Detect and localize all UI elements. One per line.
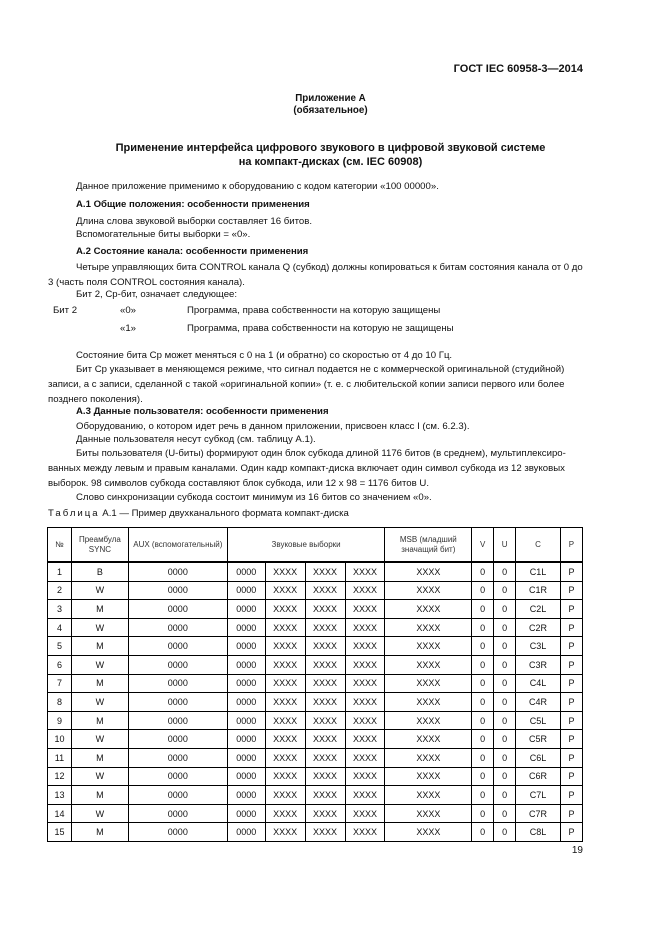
table-cell: 0000: [227, 581, 265, 600]
table-cell: P: [560, 581, 582, 600]
a3-paragraph-1: Оборудованию, о котором идет речь в данном приложении, присвоен класс I (см. 6.2.3).: [76, 421, 470, 432]
table-cell: 0000: [128, 581, 227, 600]
table-cell: 0: [494, 655, 516, 674]
table-cell: 11: [48, 748, 72, 767]
table-cell: M: [71, 600, 128, 619]
table-cell: 0000: [128, 600, 227, 619]
a3-heading: А.3 Данные пользователя: особенности применения: [76, 406, 329, 417]
table-cell: 2: [48, 581, 72, 600]
table-cell: XXXX: [345, 693, 385, 712]
table-cell: 0000: [128, 674, 227, 693]
table-cell: 13: [48, 786, 72, 805]
table-cell: 0: [472, 581, 494, 600]
table-row: [48, 786, 583, 805]
table-cell: 0000: [128, 804, 227, 823]
a3-paragraph-4: Слово синхронизации субкода состоит минимум из 16 битов со значением «0».: [76, 492, 432, 503]
table-cell: 3: [48, 600, 72, 619]
table-cell: XXXX: [265, 562, 305, 581]
table-cell: 0000: [227, 655, 265, 674]
table-cell: 10: [48, 730, 72, 749]
table-cell: 6: [48, 655, 72, 674]
subcode-format-table: [47, 527, 583, 842]
table-cell: M: [71, 786, 128, 805]
table-cell: XXXX: [305, 823, 345, 842]
a3-paragraph-2: Данные пользователя несут субкод (см. таблицу А.1).: [76, 434, 316, 445]
table-cell: 1: [48, 562, 72, 581]
table-cell: W: [71, 767, 128, 786]
table-cell: XXXX: [265, 804, 305, 823]
table-cell: 0000: [128, 767, 227, 786]
table-row: [48, 655, 583, 674]
table-cell: C7L: [516, 786, 561, 805]
table-cell: 0: [472, 693, 494, 712]
table-row: [48, 562, 583, 581]
table-cell: P: [560, 786, 582, 805]
table-cell: XXXX: [385, 786, 472, 805]
table-cell: XXXX: [265, 823, 305, 842]
table-cell: XXXX: [345, 618, 385, 637]
table-cell: M: [71, 711, 128, 730]
table-cell: XXXX: [305, 748, 345, 767]
table-cell: 14: [48, 804, 72, 823]
header-aux: AUX (вспомогательный): [128, 528, 227, 563]
table-row: [48, 823, 583, 842]
table-cell: 5: [48, 637, 72, 656]
table-cell: 0: [494, 693, 516, 712]
table-cell: XXXX: [345, 581, 385, 600]
table-cell: XXXX: [345, 674, 385, 693]
table-cell: 0: [494, 674, 516, 693]
bit-meaning-0: Программа, права собственности на которую защищены: [187, 305, 441, 316]
table-cell: 0: [472, 562, 494, 581]
a2-paragraph-3: Состояние бита Ср может меняться с 0 на 1 (и обратно) со скоростью от 4 до 10 Гц.: [76, 350, 453, 361]
table-cell: 9: [48, 711, 72, 730]
header-p: P: [560, 528, 582, 563]
table-cell: 0: [494, 823, 516, 842]
table-cell: M: [71, 674, 128, 693]
table-caption: [48, 508, 349, 519]
table-cell: 0: [494, 730, 516, 749]
bit-meaning-1: Программа, права собственности на которую не защищены: [187, 323, 454, 334]
header-sync: Преамбула SYNC: [71, 528, 128, 563]
table-cell: P: [560, 711, 582, 730]
a1-line-1: Длина слова звуковой выборки составляет 16 битов.: [76, 216, 313, 227]
table-cell: W: [71, 655, 128, 674]
table-cell: 0: [472, 767, 494, 786]
table-cell: 0000: [227, 600, 265, 619]
table-cell: 0000: [128, 562, 227, 581]
table-cell: 0000: [227, 823, 265, 842]
table-row: [48, 618, 583, 637]
table-cell: W: [71, 730, 128, 749]
a2-paragraph-1: Четыре управляющих бита CONTROL канала Q (субкод) должны копироваться к битам состояния канала от 0 до 3 (часть поля CONTROL состояния канала).: [48, 262, 583, 289]
table-cell: XXXX: [305, 618, 345, 637]
table-cell: W: [71, 618, 128, 637]
table-cell: XXXX: [385, 767, 472, 786]
table-cell: C7R: [516, 804, 561, 823]
table-cell: XXXX: [385, 600, 472, 619]
appendix-title: Приложение А: [295, 93, 366, 104]
table-cell: 0: [472, 730, 494, 749]
table-cell: XXXX: [265, 711, 305, 730]
header-number: №: [48, 528, 72, 563]
table-row: [48, 748, 583, 767]
table-cell: 0: [494, 711, 516, 730]
table-cell: 0: [472, 823, 494, 842]
table-cell: P: [560, 637, 582, 656]
table-cell: 0: [494, 767, 516, 786]
table-cell: 0: [494, 748, 516, 767]
table-cell: P: [560, 767, 582, 786]
table-cell: XXXX: [305, 767, 345, 786]
table-cell: 0: [494, 581, 516, 600]
table-cell: 12: [48, 767, 72, 786]
table-cell: XXXX: [385, 562, 472, 581]
table-cell: C5L: [516, 711, 561, 730]
table-cell: 0000: [128, 693, 227, 712]
bit-value-0: «0»: [120, 305, 137, 316]
table-cell: XXXX: [345, 767, 385, 786]
a3-paragraph-3: Биты пользователя (U-биты) формируют один блок субкода длиной 1176 битов (в среднем), мультиплексированных между левым и правым каналами. Один кадр компакт-диска включает один символ субкода из 12 звуковых выборок. 98 символов субкода составляют блок субкода, или 12 x 98 = 1176 битов U.: [48, 448, 566, 490]
table-cell: XXXX: [265, 600, 305, 619]
table-cell: 0: [472, 637, 494, 656]
table-cell: C2L: [516, 600, 561, 619]
table-cell: XXXX: [385, 581, 472, 600]
table-cell: C1L: [516, 562, 561, 581]
table-cell: 0000: [128, 786, 227, 805]
table-row: [48, 674, 583, 693]
table-cell: 0: [472, 618, 494, 637]
table-cell: XXXX: [345, 637, 385, 656]
a2-heading: А.2 Состояние канала: особенности применения: [76, 246, 309, 257]
table-cell: XXXX: [265, 693, 305, 712]
table-cell: W: [71, 804, 128, 823]
table-row: [48, 767, 583, 786]
table-cell: W: [71, 581, 128, 600]
table-cell: XXXX: [345, 804, 385, 823]
table-cell: M: [71, 823, 128, 842]
table-cell: XXXX: [385, 693, 472, 712]
table-cell: 0000: [227, 804, 265, 823]
doc-title-line-1: Применение интерфейса цифрового звукового в цифровой звуковой системе: [115, 142, 546, 154]
intro-text: Данное приложение применимо к оборудованию с кодом категории «100 00000».: [76, 181, 439, 192]
table-cell: C8L: [516, 823, 561, 842]
bit-label: Бит 2: [53, 305, 78, 316]
table-cell: P: [560, 693, 582, 712]
table-cell: XXXX: [305, 562, 345, 581]
table-cell: 0: [472, 786, 494, 805]
table-cell: XXXX: [345, 748, 385, 767]
table-row: [48, 693, 583, 712]
table-cell: XXXX: [345, 655, 385, 674]
table-cell: XXXX: [345, 823, 385, 842]
table-cell: 0000: [227, 711, 265, 730]
table-cell: XXXX: [305, 600, 345, 619]
table-cell: 0000: [227, 730, 265, 749]
table-cell: 0000: [128, 823, 227, 842]
table-cell: 0000: [227, 637, 265, 656]
table-cell: XXXX: [385, 823, 472, 842]
table-cell: XXXX: [305, 804, 345, 823]
page-number: 19: [571, 845, 583, 856]
doc-title-line-2: на компакт-дисках (см. IEC 60908): [238, 156, 423, 168]
table-caption-text: А.1 — Пример двухканального формата компакт-диска: [99, 508, 349, 519]
table-cell: XXXX: [305, 637, 345, 656]
table-cell: XXXX: [305, 786, 345, 805]
table-cell: XXXX: [305, 581, 345, 600]
header-v: V: [472, 528, 494, 563]
table-cell: P: [560, 730, 582, 749]
a1-heading: А.1 Общие положения: особенности применения: [76, 199, 310, 210]
table-cell: C5R: [516, 730, 561, 749]
table-cell: XXXX: [265, 786, 305, 805]
table-cell: 0: [494, 600, 516, 619]
table-cell: P: [560, 823, 582, 842]
table-cell: 4: [48, 618, 72, 637]
table-cell: P: [560, 600, 582, 619]
table-cell: 15: [48, 823, 72, 842]
table-row: [48, 804, 583, 823]
table-cell: XXXX: [385, 748, 472, 767]
a2-paragraph-4: Бит Ср указывает в меняющемся режиме, что сигнал подается не с коммерческой оригинальной (студийной) записи, а с записи, сделанной с такой «оригинальной копии» (т. е. с любительской копии записи первого или более позднего поколения).: [48, 364, 565, 406]
table-cell: XXXX: [345, 562, 385, 581]
table-cell: 0: [494, 637, 516, 656]
table-cell: B: [71, 562, 128, 581]
table-cell: P: [560, 674, 582, 693]
table-cell: 0000: [128, 637, 227, 656]
table-cell: XXXX: [265, 767, 305, 786]
table-row: [48, 730, 583, 749]
table-cell: C3R: [516, 655, 561, 674]
table-cell: 0000: [227, 562, 265, 581]
table-cell: 0: [494, 562, 516, 581]
table-cell: 0000: [128, 730, 227, 749]
table-cell: XXXX: [265, 637, 305, 656]
table-caption-prefix: Таблица: [48, 508, 100, 519]
table-cell: P: [560, 655, 582, 674]
header-u: U: [494, 528, 516, 563]
table-cell: 0: [494, 786, 516, 805]
table-row: [48, 711, 583, 730]
table-cell: XXXX: [265, 618, 305, 637]
table-cell: 0: [494, 618, 516, 637]
table-cell: 0000: [128, 711, 227, 730]
table-cell: XXXX: [305, 730, 345, 749]
table-cell: 0: [472, 804, 494, 823]
a2-paragraph-2: Бит 2, Ср-бит, означает следующее:: [76, 289, 238, 300]
table-cell: XXXX: [345, 600, 385, 619]
table-cell: XXXX: [305, 711, 345, 730]
table-cell: XXXX: [345, 730, 385, 749]
table-cell: C6R: [516, 767, 561, 786]
bit-value-1: «1»: [120, 323, 137, 334]
table-cell: P: [560, 562, 582, 581]
table-cell: XXXX: [385, 804, 472, 823]
table-cell: 0000: [128, 618, 227, 637]
table-cell: 0: [472, 655, 494, 674]
table-cell: XXXX: [385, 711, 472, 730]
table-cell: XXXX: [385, 618, 472, 637]
table-cell: 0000: [227, 674, 265, 693]
header-c: C: [516, 528, 561, 563]
table-cell: XXXX: [265, 674, 305, 693]
table-cell: XXXX: [305, 693, 345, 712]
table-cell: XXXX: [265, 581, 305, 600]
table-cell: 7: [48, 674, 72, 693]
table-cell: C1R: [516, 581, 561, 600]
table-cell: XXXX: [265, 655, 305, 674]
table-cell: C2R: [516, 618, 561, 637]
table-cell: C6L: [516, 748, 561, 767]
table-cell: P: [560, 748, 582, 767]
table-cell: XXXX: [385, 637, 472, 656]
table-cell: C3L: [516, 637, 561, 656]
table-cell: XXXX: [305, 674, 345, 693]
a1-line-2: Вспомогательные биты выборки = «0».: [76, 229, 251, 240]
table-cell: P: [560, 804, 582, 823]
table-cell: XXXX: [345, 786, 385, 805]
table-cell: M: [71, 748, 128, 767]
appendix-subtitle: (обязательное): [293, 105, 368, 116]
table-cell: 0: [494, 804, 516, 823]
table-cell: XXXX: [385, 674, 472, 693]
table-cell: XXXX: [385, 730, 472, 749]
table-header-row: [48, 528, 583, 563]
table-cell: C4R: [516, 693, 561, 712]
table-cell: 0000: [128, 655, 227, 674]
table-cell: 0: [472, 711, 494, 730]
table-row: [48, 637, 583, 656]
table-cell: 0000: [227, 693, 265, 712]
table-cell: P: [560, 618, 582, 637]
header-samples: Звуковые выборки: [227, 528, 385, 563]
table-cell: W: [71, 693, 128, 712]
header-msb: MSB (младший значащий бит): [385, 528, 472, 563]
table-cell: XXXX: [345, 711, 385, 730]
table-cell: 8: [48, 693, 72, 712]
table-row: [48, 581, 583, 600]
table-cell: 0000: [227, 748, 265, 767]
table-cell: M: [71, 637, 128, 656]
table-cell: XXXX: [265, 730, 305, 749]
table-cell: 0000: [227, 786, 265, 805]
standard-header: ГОСТ IEC 60958-3—2014: [453, 63, 583, 75]
table-cell: C4L: [516, 674, 561, 693]
table-cell: 0000: [227, 767, 265, 786]
table-cell: 0: [472, 748, 494, 767]
table-cell: 0: [472, 600, 494, 619]
table-cell: XXXX: [305, 655, 345, 674]
table-row: [48, 600, 583, 619]
table-cell: XXXX: [265, 748, 305, 767]
table-cell: 0000: [227, 618, 265, 637]
table-cell: 0000: [128, 748, 227, 767]
table-cell: XXXX: [385, 655, 472, 674]
table-cell: 0: [472, 674, 494, 693]
